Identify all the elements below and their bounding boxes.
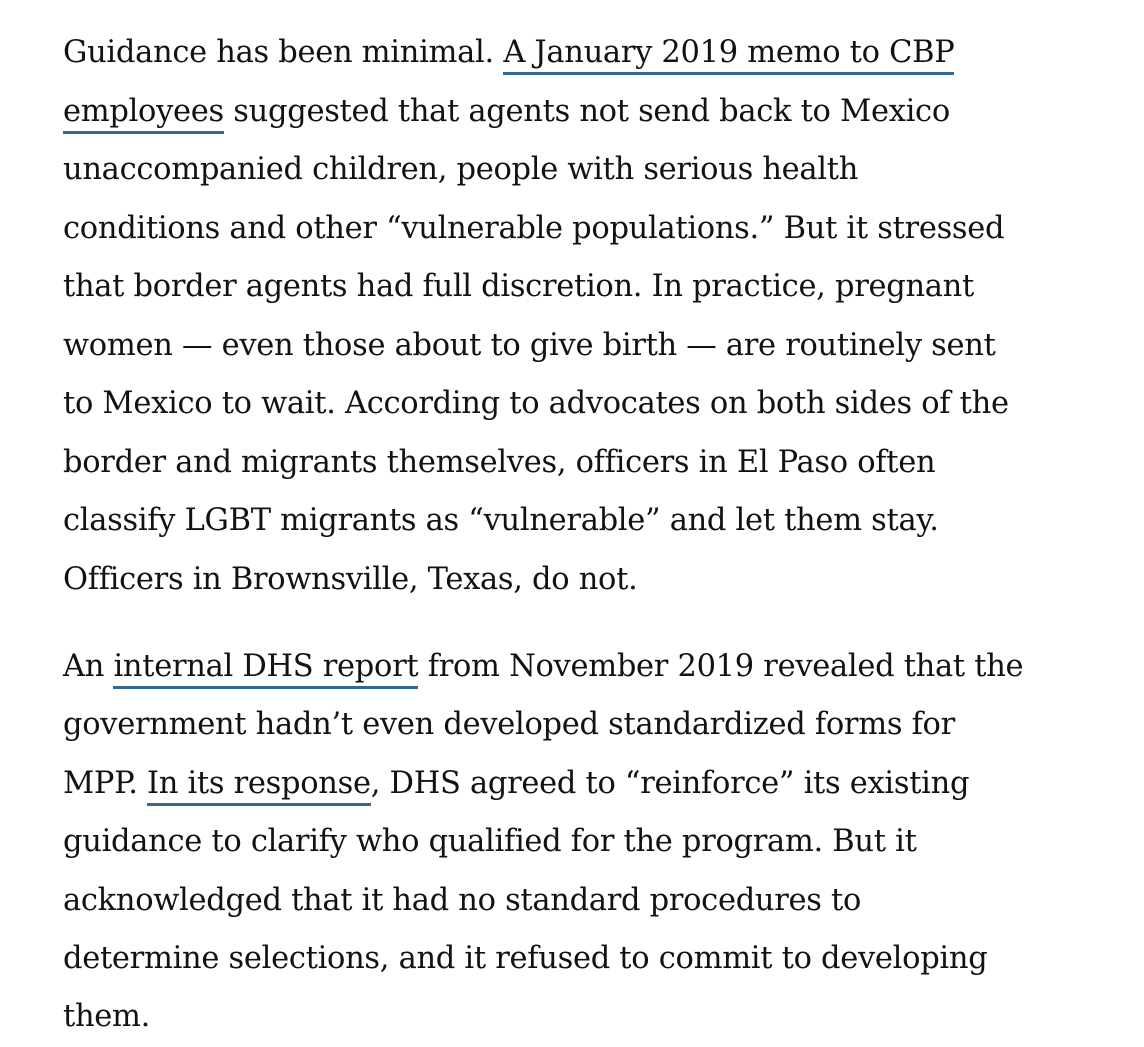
text-line: that border agents had full discretion. In practice, pregnant xyxy=(63,269,974,304)
text-line: to Mexico to wait. According to advocates on both sides of the xyxy=(63,386,1009,421)
text-line: women — even those about to give birth — are routinely sent xyxy=(63,327,996,363)
text-line xyxy=(63,83,1123,142)
text-segment: from November 2019 revealed that the xyxy=(418,649,1024,684)
text-line: Officers in Brownsville, Texas, do not. xyxy=(63,561,638,597)
text-line xyxy=(63,24,1123,83)
text-line: conditions and other “vulnerable populations.” But it stressed xyxy=(63,210,1005,246)
text-line: determine selections, and it refused to commit to developing xyxy=(63,940,988,976)
text-line: border and migrants themselves, officers in El Paso often xyxy=(63,444,936,480)
text-segment: MPP. xyxy=(63,765,147,801)
text-segment: An xyxy=(63,649,114,684)
text-line: unaccompanied children, people with serious health xyxy=(63,152,859,187)
text-segment: , DHS agreed to “reinforce” its existing xyxy=(370,765,970,801)
text-line: government hadn’t even developed standardized forms for xyxy=(63,707,955,743)
text-line xyxy=(63,755,1123,813)
link-in-its-response[interactable]: In its response xyxy=(147,766,371,806)
text-line xyxy=(63,638,1123,696)
link-january-2019-memo[interactable]: A January 2019 memo to CBP xyxy=(503,35,954,75)
text-segment: Guidance has been minimal. xyxy=(63,35,504,70)
link-internal-dhs-report[interactable]: internal DHS report xyxy=(113,649,418,689)
article-paragraph-1 xyxy=(63,24,1123,609)
text-segment: suggested that agents not send back to Mexico xyxy=(223,93,950,129)
article-paragraph-2 xyxy=(63,638,1123,1047)
text-line: guidance to clarify who qualified for the program. But it xyxy=(63,824,917,860)
link-january-2019-memo-continued[interactable]: employees xyxy=(63,94,224,134)
text-line: them. xyxy=(63,999,151,1035)
text-line: classify LGBT migrants as “vulnerable” and let them stay. xyxy=(63,503,939,538)
text-line: acknowledged that it had no standard procedures to xyxy=(63,882,862,918)
